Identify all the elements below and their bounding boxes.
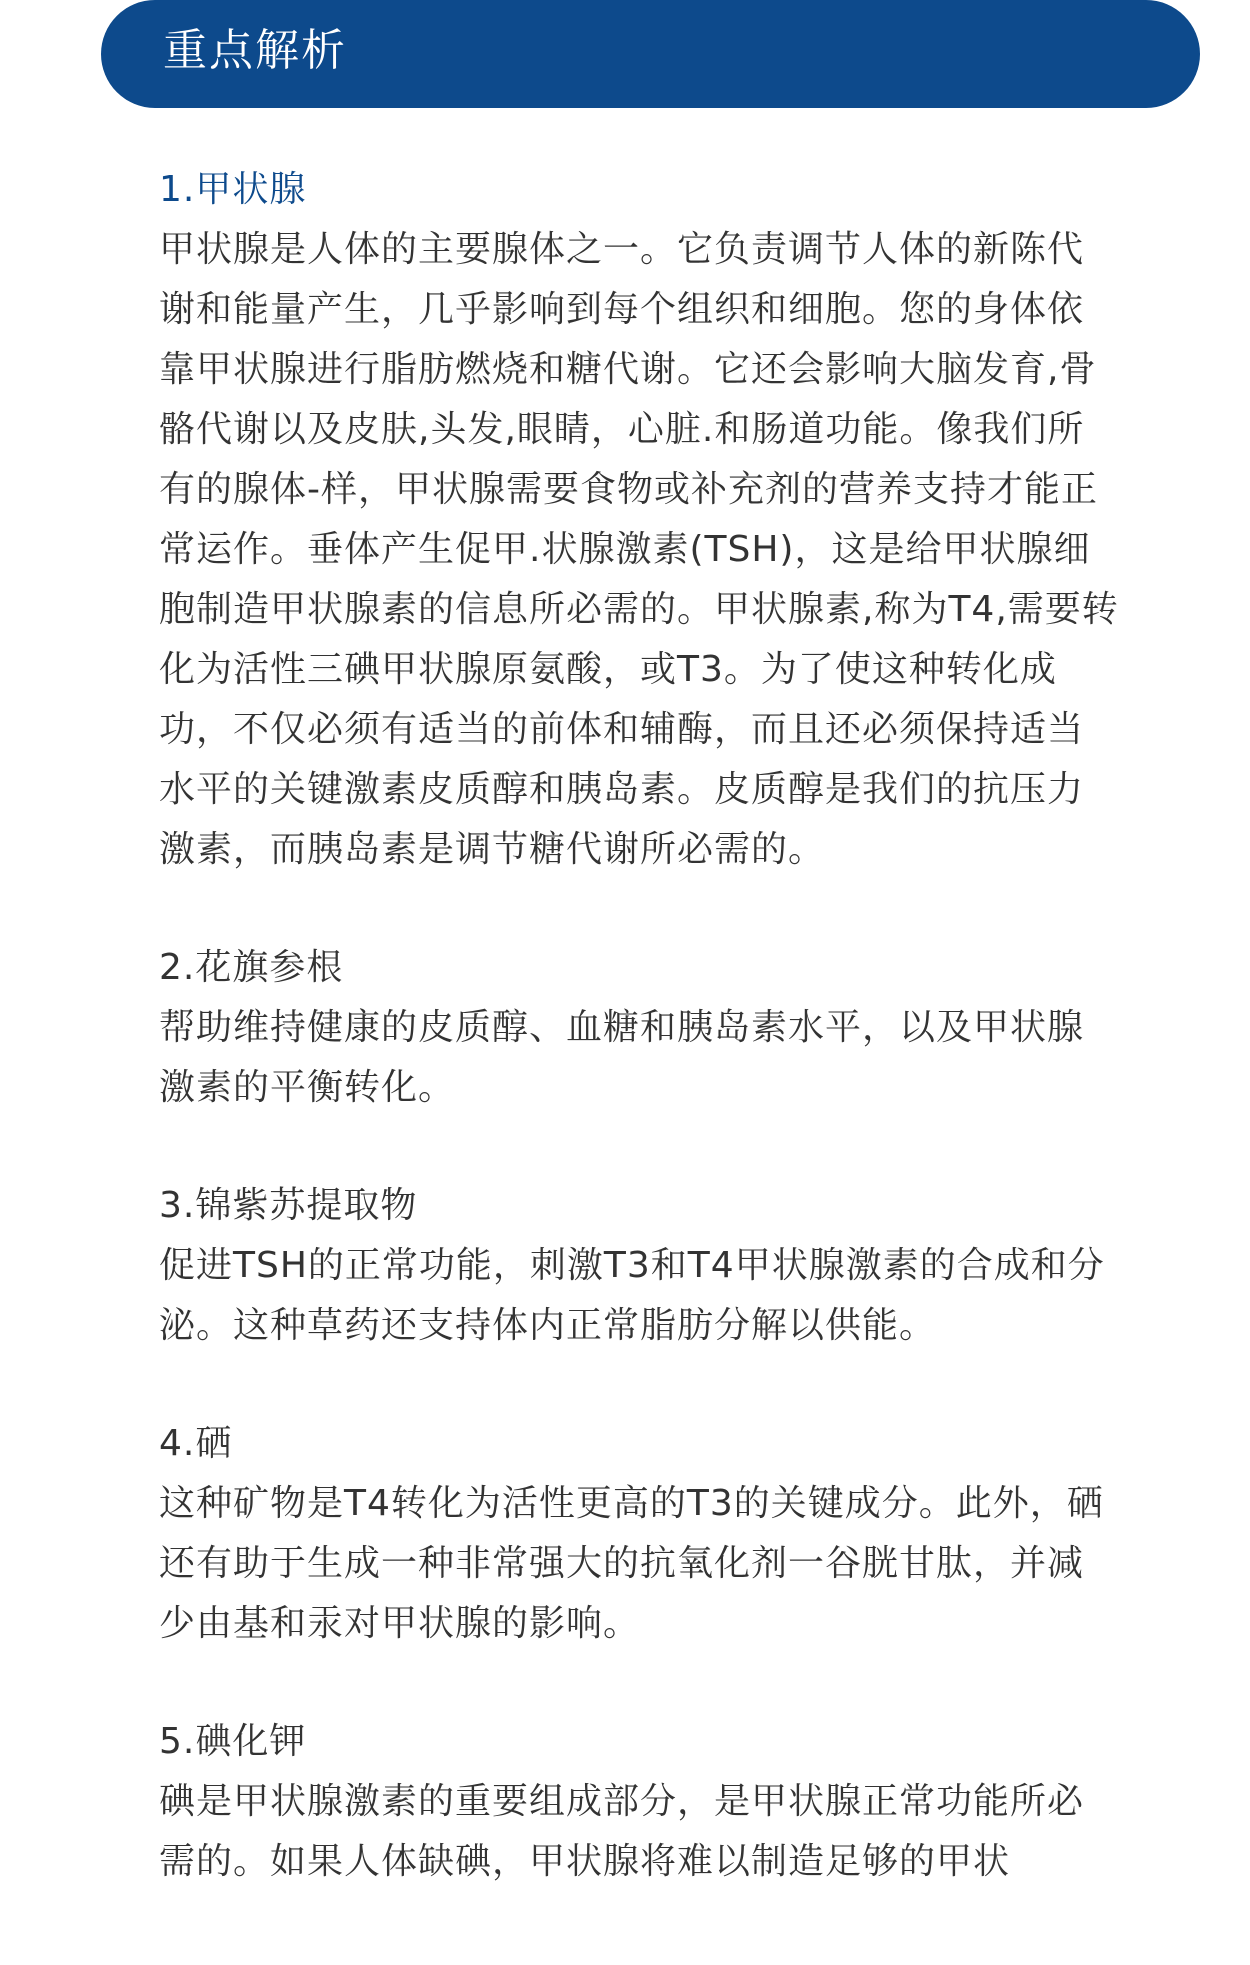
section-body: 这种矿物是T4转化为活性更高的T3的关键成分。此外，硒还有助于生成一种非常强大的抗氧化剂一谷胱甘肽，并减少由基和汞对甲状腺的影响。 [159,1483,1104,1644]
section-title: 4.硒 [159,1423,233,1464]
section-body: 甲状腺是人体的主要腺体之一。它负责调节人体的新陈代谢和能量产生，几乎影响到每个组织和细胞。您的身体依靠甲状腺进行脂肪燃烧和糖代谢。它还会影响大脑发育,骨骼代谢以及皮肤,头发,眼睛，心脏.和肠道功能。像我们所有的腺体-样，甲状腺需要食物或补充剂的营养支持才能正常运作。垂体产生促甲.状腺激素(TSH)，这是给甲状腺细胞制造甲状腺素的信息所必需的。甲状腺素,称为T4,需要转化为活性三碘甲状腺原氨酸，或T3。为了使这种转化成功，不仅必须有适当的前体和辅酶，而且还必须保持适当水平的关键激素皮质醇和胰岛素。皮质醇是我们的抗压力激素，而胰岛素是调节糖代谢所必需的。 [159,229,1119,870]
section-potassium-iodide [159,1712,1119,1892]
section-thyroid [159,160,1119,880]
section-title: 5.碘化钾 [159,1721,307,1762]
section-coleus-extract [159,1176,1119,1356]
section-selenium [159,1414,1119,1654]
section-title: 1.甲状腺 [159,169,307,210]
section-header-banner [101,0,1200,108]
header-title: 重点解析 [163,25,347,76]
section-american-ginseng [159,938,1119,1118]
section-body: 碘是甲状腺激素的重要组成部分，是甲状腺正常功能所必需的。如果人体缺碘，甲状腺将难以制造足够的甲状 [159,1781,1085,1882]
section-body: 帮助维持健康的皮质醇、血糖和胰岛素水平，以及甲状腺激素的平衡转化。 [159,1007,1085,1108]
section-title: 2.花旗参根 [159,947,344,988]
section-title: 3.锦紫苏提取物 [159,1185,418,1226]
section-body: 促进TSH的正常功能，刺激T3和T4甲状腺激素的合成和分泌。这种草药还支持体内正常脂肪分解以供能。 [159,1245,1105,1346]
article-content [159,160,1119,1892]
